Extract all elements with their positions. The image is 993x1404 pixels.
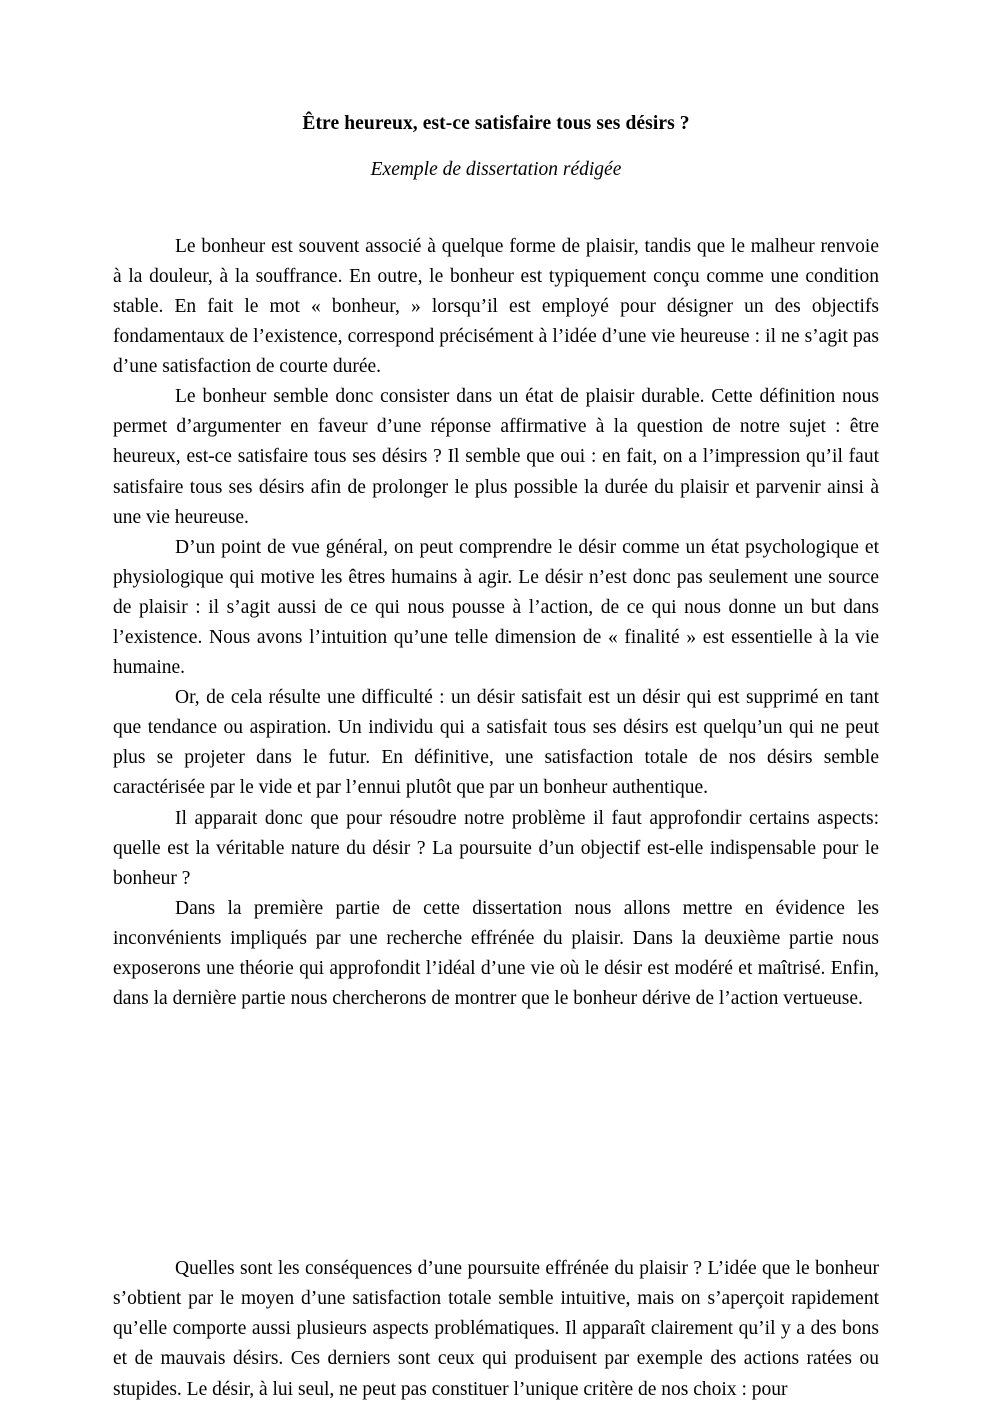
page-subtitle: Exemple de dissertation rédigée: [370, 159, 622, 181]
page-break-gap: [113, 1014, 879, 1254]
paragraph: Le bonheur semble donc consister dans un état de plaisir durable. Cette définition nous permet d’argumenter en faveur d’une réponse affirmative à la question de notre sujet : être heureux, est-ce satisfaire tous ses désirs ? Il semble que oui : en fait, on a l’impression qu’il faut satisfaire tous ses désirs afin de prolonger le plus possible la durée du plaisir et parvenir ainsi à une vie heureuse.: [113, 386, 879, 528]
paragraph: Il apparait donc que pour résoudre notre problème il faut approfondir certains aspects: quelle est la véritable nature du désir ? La poursuite d’un objectif est-elle indispensable pour le bonheur ?: [113, 807, 879, 889]
paragraph: D’un point de vue général, on peut comprendre le désir comme un état psychologique et physiologique qui motive les êtres humains à agir. Le désir n’est donc pas seulement une source de plaisir : il s’agit aussi de ce qui nous pousse à l’action, de ce qui nous donne un but dans l’existence. Nous avons l’intuition qu’une telle dimension de « finalité » est essentielle à la vie humaine.: [113, 536, 879, 679]
page-content: [113, 0, 879, 1404]
paragraph: Quelles sont les conséquences d’une poursuite effrénée du plaisir ? L’idée que le bonheur s’obtient par le moyen d’une satisfaction totale semble intuitive, mais on s’aperçoit rapidement qu’elle comporte aussi plusieurs aspects problématiques. Il apparaît clairement qu’il y a des bons et de mauvais désirs. Ces derniers sont ceux qui produisent par exemple des actions ratées ou stupides. Le désir, à lui seul, ne peut pas constituer l’unique critère de nos choix : pour: [113, 1258, 879, 1400]
paragraph: Or, de cela résulte une difficulté : un désir satisfait est un désir qui est supprimé en tant que tendance ou aspiration. Un individu qui a satisfait tous ses désirs est quelqu’un qui ne peut plus se projeter dans le futur. En définitive, une satisfaction totale de nos désirs semble caractérisée par le vide et par l’ennui plutôt que par un bonheur authentique.: [113, 687, 879, 799]
continuation-text-block: [113, 1254, 879, 1404]
body-text-block: [113, 183, 879, 1014]
paragraph: Le bonheur est souvent associé à quelque forme de plaisir, tandis que le malheur renvoie à la douleur, à la souffrance. En outre, le bonheur est typiquement conçu comme une condition stable. En fait le mot « bonheur, » lorsqu’il est employé pour désigner un des objectifs fondamentaux de l’existence, correspond précisément à l’idée d’une vie heureuse : il ne s’agit pas d’une satisfaction de courte durée.: [113, 235, 879, 378]
page-title: Être heureux, est-ce satisfaire tous ses désirs ?: [302, 113, 690, 134]
paragraph: Dans la première partie de cette dissertation nous allons mettre en évidence les inconvénients impliqués par une recherche effrénée du plaisir. Dans la deuxième partie nous exposerons une théorie qui approfondit l’idéal d’une vie où le désir est modéré et maîtrisé. Enfin, dans la dernière partie nous chercherons de montrer que le bonheur dérive de l’action vertueuse.: [113, 897, 879, 1010]
